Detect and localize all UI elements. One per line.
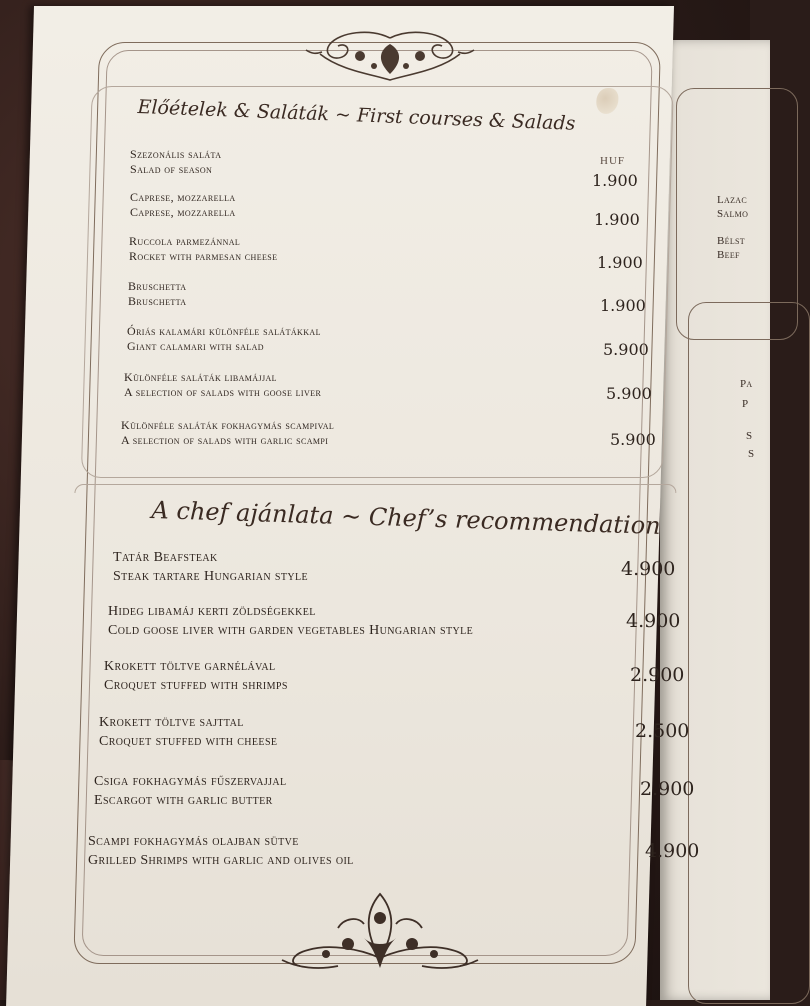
next-page-text: S [748,448,755,460]
item-price: 4.900 [621,558,676,580]
bottom-ornament-icon [278,888,482,974]
item-price: 2.500 [635,720,690,742]
next-page-text: Salmo [717,208,749,220]
item-name-hu: Szezonális saláta [130,147,222,161]
menu-item [108,602,473,640]
item-price: 4.900 [626,610,681,632]
menu-item [128,279,186,309]
menu-item [121,418,334,448]
item-name-hu: Krokett töltve sajttal [99,715,244,730]
menu-item [88,832,354,870]
item-name-en: Bruschetta [128,294,187,308]
item-name-hu: Scampi fokhagymás olajban sütve [88,834,299,849]
next-page-text: Pa [740,378,753,390]
item-name-hu: Ruccola parmezánnal [129,234,241,248]
item-name-hu: Hideg libamáj kerti zöldségekkel [108,604,316,619]
item-name-hu: Különféle saláták fokhagymás scampival [121,418,335,432]
item-price: 1.900 [594,210,640,229]
next-page-text: Beef [717,249,740,261]
item-name-en: Grilled Shrimps with garlic and olives oil [88,853,354,868]
menu-item [104,657,288,695]
menu-item [130,147,221,177]
next-page-frame-lower [688,302,810,1004]
next-page-text: Bélst [717,235,745,247]
item-name-hu: Csiga fokhagymás fűszervajjal [94,774,287,789]
menu-item [94,772,287,810]
section2-title: A chef ajánlata ~ Chef’s recommendation [151,496,662,540]
item-name-en: Salad of season [130,162,213,176]
menu-item [113,548,308,586]
item-name-hu: Bruschetta [128,279,187,293]
item-name-en: Cold goose liver with garden vegetables Hungarian style [108,623,474,638]
item-name-en: Croquet stuffed with cheese [99,734,278,749]
item-price: 1.900 [597,253,643,272]
item-name-en: Steak tartare Hungarian style [113,569,309,584]
item-price: 5.900 [610,430,656,449]
next-page-text: P [742,398,749,410]
next-page-text: Lazac [717,194,747,206]
item-name-en: Escargot with garlic butter [94,793,273,808]
item-price: 5.900 [603,340,649,359]
currency-label: HUF [600,155,626,167]
item-name-en: Caprese, mozzarella [130,205,236,219]
menu-item [129,234,277,264]
item-name-hu: Caprese, mozzarella [130,190,236,204]
item-name-en: A selection of salads with goose liver [124,385,322,399]
item-price: 4.900 [645,840,700,862]
item-name-en: Giant calamari with salad [127,339,264,353]
menu-item [127,324,321,354]
item-price: 2.900 [640,778,695,800]
menu-item [99,713,277,751]
item-name-en: Croquet stuffed with shrimps [104,678,288,693]
top-ornament-icon [300,30,480,88]
item-name-en: Rocket with parmesan cheese [129,249,278,263]
item-name-en: A selection of salads with garlic scampi [121,433,329,447]
item-price: 5.900 [606,384,652,403]
item-price: 1.900 [600,296,646,315]
item-price: 2.900 [630,664,685,686]
menu-item [124,370,321,400]
menu-item [130,190,236,220]
item-name-hu: Tatár Beafsteak [113,550,218,565]
item-name-hu: Krokett töltve garnélával [104,659,276,674]
section1-title: Előételek & Saláták ~ First courses & Salads [137,96,576,135]
section2-frame-top [74,484,676,493]
item-name-hu: Különféle saláták libamájjal [124,370,277,384]
item-price: 1.900 [592,171,638,190]
item-name-hu: Óriás kalamári különféle salátákkal [127,324,321,338]
next-page-text: S [746,430,753,442]
